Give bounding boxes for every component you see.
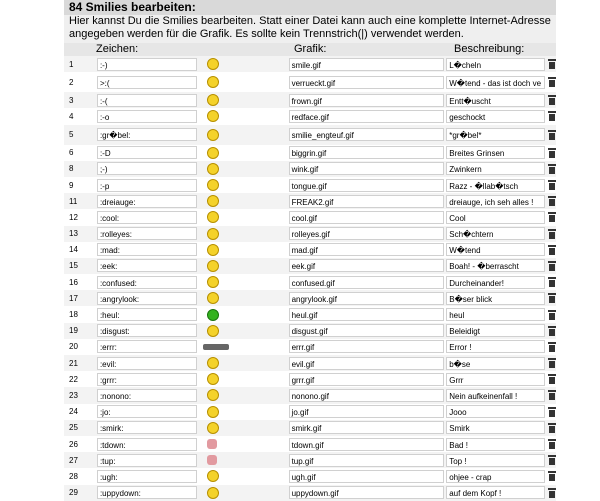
page-title: 84 Smilies bearbeiten: (64, 0, 556, 15)
code-input[interactable]: >:( (97, 76, 197, 89)
row-number: 28 (69, 471, 78, 481)
trash-icon[interactable] (548, 261, 556, 271)
row-number: 20 (69, 342, 78, 352)
smiley-icon (207, 129, 219, 141)
table-row (64, 274, 556, 290)
table-row (64, 404, 556, 420)
code-input[interactable]: :cool: (97, 211, 197, 224)
smiley-icon (207, 211, 219, 223)
description-input[interactable]: W�tend (446, 243, 545, 256)
code-input[interactable]: :nonono: (97, 389, 197, 402)
table-row (64, 193, 556, 209)
graphic-input[interactable]: tup.gif (289, 454, 444, 467)
row-number: 18 (69, 310, 78, 320)
code-input[interactable]: ;-) (97, 162, 197, 175)
trash-icon[interactable] (548, 245, 556, 255)
smiley-icon (207, 439, 217, 449)
smiley-icon (207, 195, 219, 207)
code-input[interactable]: :-( (97, 94, 197, 107)
row-number: 24 (69, 407, 78, 417)
smiley-icon (207, 94, 219, 106)
description-input[interactable]: Smirk (446, 421, 545, 434)
description-input[interactable]: Cool (446, 211, 545, 224)
smiley-icon (207, 422, 219, 434)
trash-icon[interactable] (548, 342, 556, 352)
row-number: 26 (69, 439, 78, 449)
header-graphic: Grafik: (294, 43, 327, 55)
graphic-input[interactable]: FREAK2.gif (289, 195, 444, 208)
smilies-panel (64, 0, 556, 501)
graphic-input[interactable]: verrueckt.gif (289, 76, 444, 89)
graphic-input[interactable]: jo.gif (289, 405, 444, 418)
table-row (64, 108, 556, 124)
description-input[interactable]: W�tend - das ist doch ve (446, 76, 545, 89)
table-row (64, 145, 556, 161)
table-row (64, 436, 556, 452)
code-input[interactable]: :smirk: (97, 421, 197, 434)
row-number: 12 (69, 212, 78, 222)
graphic-input[interactable]: frown.gif (289, 94, 444, 107)
trash-icon[interactable] (548, 326, 556, 336)
smiley-icon (207, 276, 219, 288)
trash-icon[interactable] (548, 180, 556, 190)
graphic-input[interactable]: heul.gif (289, 308, 444, 321)
trash-icon[interactable] (548, 358, 556, 368)
row-number: 25 (69, 423, 78, 433)
code-input[interactable]: :angrylook: (97, 292, 197, 305)
row-number: 13 (69, 229, 78, 239)
smiley-icon (207, 455, 217, 465)
code-input[interactable]: :mad: (97, 243, 197, 256)
smiley-icon (207, 260, 219, 272)
table-row (64, 355, 556, 371)
description-input[interactable]: Jooo (446, 405, 545, 418)
code-input[interactable]: :uppydown: (97, 486, 197, 499)
table-row (64, 452, 556, 468)
smiley-icon (207, 389, 219, 401)
trash-icon[interactable] (548, 59, 556, 69)
row-number: 23 (69, 390, 78, 400)
trash-icon[interactable] (548, 212, 556, 222)
trash-icon[interactable] (548, 390, 556, 400)
table-row (64, 468, 556, 484)
trash-icon[interactable] (548, 95, 556, 105)
table-row (64, 371, 556, 387)
trash-icon[interactable] (548, 148, 556, 158)
table-row (64, 125, 556, 145)
description-input[interactable]: Entt�uscht (446, 94, 545, 107)
graphic-input[interactable]: angrylook.gif (289, 292, 444, 305)
table-row (64, 92, 556, 108)
table-row (64, 161, 556, 177)
table-row (64, 226, 556, 242)
row-number: 9 (69, 180, 74, 190)
code-input[interactable]: :dreiauge: (97, 195, 197, 208)
code-input[interactable]: :eek: (97, 259, 197, 272)
graphic-input[interactable]: redface.gif (289, 110, 444, 123)
graphic-input[interactable]: smirk.gif (289, 421, 444, 434)
row-number: 17 (69, 293, 78, 303)
row-number: 19 (69, 326, 78, 336)
trash-icon[interactable] (548, 111, 556, 121)
graphic-input[interactable]: grrr.gif (289, 373, 444, 386)
row-number: 11 (69, 196, 78, 206)
trash-icon[interactable] (548, 277, 556, 287)
header-description: Beschreibung: (454, 43, 525, 55)
trash-icon[interactable] (548, 77, 556, 87)
code-input[interactable]: :tdown: (97, 438, 197, 451)
smiley-icon (207, 58, 219, 70)
description-input[interactable]: Breites Grinsen (446, 146, 545, 159)
description-input[interactable]: dreiauge, ich seh alles ! (446, 195, 545, 208)
description-input[interactable]: Top ! (446, 454, 545, 467)
graphic-input[interactable]: biggrin.gif (289, 146, 444, 159)
description-input[interactable]: auf dem Kopf ! (446, 486, 545, 499)
table-row (64, 258, 556, 274)
description-input[interactable]: Boah! - �berrascht (446, 259, 545, 272)
graphic-input[interactable]: confused.gif (289, 276, 444, 289)
description-input[interactable]: Nein aufkeinenfall ! (446, 389, 545, 402)
row-number: 1 (69, 59, 74, 69)
code-input[interactable]: :rolleyes: (97, 227, 197, 240)
trash-icon[interactable] (548, 407, 556, 417)
description-input[interactable]: Sch�chtern (446, 227, 545, 240)
graphic-input[interactable]: mad.gif (289, 243, 444, 256)
row-number: 6 (69, 148, 74, 158)
smiley-icon (207, 147, 219, 159)
row-number: 4 (69, 111, 74, 121)
row-number: 3 (69, 95, 74, 105)
table-row (64, 72, 556, 92)
row-number: 14 (69, 245, 78, 255)
description-input[interactable]: Durcheinander! (446, 276, 545, 289)
trash-icon[interactable] (548, 488, 556, 498)
graphic-input[interactable]: nonono.gif (289, 389, 444, 402)
trash-icon[interactable] (548, 455, 556, 465)
smiley-icon (207, 163, 219, 175)
code-input[interactable]: :ugh: (97, 470, 197, 483)
graphic-input[interactable]: cool.gif (289, 211, 444, 224)
code-input[interactable]: :evil: (97, 357, 197, 370)
trash-icon[interactable] (548, 423, 556, 433)
code-input[interactable]: :-p (97, 179, 197, 192)
graphic-input[interactable]: tdown.gif (289, 438, 444, 451)
table-row (64, 306, 556, 322)
row-number: 2 (69, 77, 74, 87)
code-input[interactable]: :-o (97, 110, 197, 123)
description-input[interactable]: Beleidigt (446, 324, 545, 337)
smiley-icon (207, 470, 219, 482)
smilies-list (64, 56, 556, 501)
trash-icon[interactable] (548, 130, 556, 140)
row-number: 29 (69, 488, 78, 498)
table-row (64, 290, 556, 306)
graphic-input[interactable]: disgust.gif (289, 324, 444, 337)
code-input[interactable]: :heul: (97, 308, 197, 321)
description-input[interactable]: Razz - �llab�tsch (446, 179, 545, 192)
table-row (64, 56, 556, 72)
description-input[interactable]: b�se (446, 357, 545, 370)
description-text: Hier kannst Du die Smilies bearbeiten. Statt einer Datei kann auch eine komplette Internet-Adresse angegeben werden für die Grafik. Es sollte kein Trennstrich(|) verwendet werden. (64, 15, 556, 43)
table-row (64, 209, 556, 225)
smiley-icon (207, 292, 219, 304)
graphic-input[interactable]: wink.gif (289, 162, 444, 175)
row-number: 5 (69, 130, 74, 140)
description-input[interactable]: L�cheln (446, 58, 545, 71)
graphic-input[interactable]: smile.gif (289, 58, 444, 71)
graphic-input[interactable]: smilie_engteuf.gif (289, 128, 444, 141)
description-input[interactable]: geschockt (446, 110, 545, 123)
trash-icon[interactable] (548, 439, 556, 449)
graphic-input[interactable]: tongue.gif (289, 179, 444, 192)
smiley-icon (207, 244, 219, 256)
code-input[interactable]: :disgust: (97, 324, 197, 337)
smiley-icon (207, 76, 219, 88)
table-row (64, 177, 556, 193)
trash-icon[interactable] (548, 374, 556, 384)
graphic-input[interactable]: ugh.gif (289, 470, 444, 483)
code-input[interactable]: :-D (97, 146, 197, 159)
smiley-icon (207, 373, 219, 385)
description-input[interactable]: Error ! (446, 340, 545, 353)
graphic-input[interactable]: errr.gif (289, 340, 444, 353)
description-input[interactable]: ohjee - crap (446, 470, 545, 483)
description-input[interactable]: Zwinkern (446, 162, 545, 175)
table-row (64, 339, 556, 355)
code-input[interactable]: :confused: (97, 276, 197, 289)
code-input[interactable]: :grrr: (97, 373, 197, 386)
row-number: 22 (69, 374, 78, 384)
graphic-input[interactable]: rolleyes.gif (289, 227, 444, 240)
table-row (64, 485, 556, 501)
smiley-icon (207, 357, 219, 369)
table-row (64, 420, 556, 436)
trash-icon[interactable] (548, 310, 556, 320)
row-number: 27 (69, 455, 78, 465)
code-input[interactable]: :-) (97, 58, 197, 71)
code-input[interactable]: :gr�bel: (97, 128, 197, 141)
code-input[interactable]: :errr: (97, 340, 197, 353)
smiley-icon (207, 325, 219, 337)
code-input[interactable]: :jo: (97, 405, 197, 418)
description-input[interactable]: Grrr (446, 373, 545, 386)
description-input[interactable]: heul (446, 308, 545, 321)
graphic-input[interactable]: uppydown.gif (289, 486, 444, 499)
description-input[interactable]: B�ser blick (446, 292, 545, 305)
graphic-input[interactable]: eek.gif (289, 259, 444, 272)
table-row (64, 242, 556, 258)
table-row (64, 323, 556, 339)
trash-icon[interactable] (548, 229, 556, 239)
row-number: 15 (69, 261, 78, 271)
smiley-icon (207, 179, 219, 191)
row-number: 16 (69, 277, 78, 287)
code-input[interactable]: :tup: (97, 454, 197, 467)
graphic-input[interactable]: evil.gif (289, 357, 444, 370)
trash-icon[interactable] (548, 164, 556, 174)
row-number: 8 (69, 164, 74, 174)
description-input[interactable]: *gr�bel* (446, 128, 545, 141)
table-header (64, 43, 556, 56)
smiley-icon (207, 309, 219, 321)
table-row (64, 387, 556, 403)
trash-icon[interactable] (548, 196, 556, 206)
header-code: Zeichen: (96, 43, 139, 55)
trash-icon[interactable] (548, 293, 556, 303)
row-number: 21 (69, 358, 78, 368)
smiley-icon (207, 228, 219, 240)
smiley-icon (207, 487, 219, 499)
smiley-icon (203, 344, 229, 350)
description-input[interactable]: Bad ! (446, 438, 545, 451)
smiley-icon (207, 406, 219, 418)
smiley-icon (207, 110, 219, 122)
